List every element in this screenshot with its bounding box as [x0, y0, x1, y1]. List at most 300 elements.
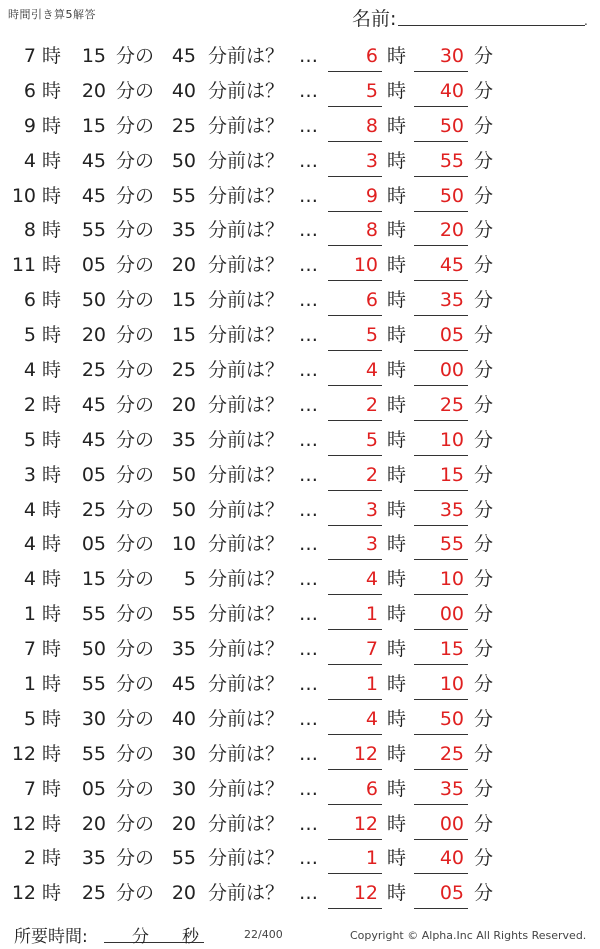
answer-hour[interactable]: 1 — [365, 673, 378, 696]
minute-of-label: 分の — [116, 114, 155, 137]
problem-start-minute: 05 — [81, 254, 106, 277]
answer-minute[interactable]: 55 — [439, 533, 464, 556]
problem-row — [0, 493, 600, 528]
answer-minute[interactable]: 50 — [439, 114, 464, 137]
ellipsis: … — [299, 79, 318, 102]
problem-start-hour: 4 — [23, 359, 36, 382]
answer-hour-unit-label: 時 — [387, 114, 407, 137]
minute-of-label: 分の — [116, 149, 155, 172]
problem-start-hour: 6 — [23, 289, 36, 312]
minute-of-label: 分の — [116, 812, 155, 835]
answer-minute-unit-label: 分 — [474, 219, 494, 242]
answer-minute-underline — [414, 455, 468, 456]
answer-hour[interactable]: 2 — [365, 463, 378, 486]
problem-start-hour: 12 — [11, 742, 36, 765]
problem-row — [0, 667, 600, 702]
answer-hour[interactable]: 1 — [365, 603, 378, 626]
problem-start-hour: 10 — [11, 184, 36, 207]
answer-hour[interactable]: 12 — [353, 742, 378, 765]
answer-hour[interactable]: 1 — [365, 847, 378, 870]
answer-hour[interactable]: 4 — [365, 568, 378, 591]
problem-start-hour: 1 — [23, 673, 36, 696]
problem-start-hour: 12 — [11, 882, 36, 905]
minutes-before-question: 分前は？ — [208, 428, 285, 451]
minute-of-label: 分の — [116, 289, 155, 312]
problem-subtract-minutes: 20 — [171, 393, 196, 416]
ellipsis: … — [299, 742, 318, 765]
answer-hour-underline — [328, 525, 382, 526]
answer-minute-underline — [414, 664, 468, 665]
problem-subtract-minutes: 45 — [171, 673, 196, 696]
problem-start-minute: 20 — [81, 324, 106, 347]
problem-subtract-minutes: 45 — [171, 45, 196, 67]
problem-row — [0, 248, 600, 283]
problem-start-minute: 50 — [81, 289, 106, 312]
answer-minute[interactable]: 35 — [439, 777, 464, 800]
problem-start-minute: 05 — [81, 463, 106, 486]
minutes-before-question: 分前は？ — [208, 359, 285, 382]
minutes-before-question: 分前は？ — [208, 184, 285, 207]
answer-minute-underline — [414, 315, 468, 316]
answer-hour[interactable]: 3 — [365, 533, 378, 556]
problem-row — [0, 772, 600, 807]
answer-minute-underline — [414, 385, 468, 386]
answer-minute[interactable]: 10 — [439, 568, 464, 591]
answer-hour[interactable]: 12 — [353, 812, 378, 835]
answer-minute-underline — [414, 350, 468, 351]
answer-minute-underline — [414, 71, 468, 72]
minute-of-label: 分の — [116, 359, 155, 382]
answer-hour-underline — [328, 839, 382, 840]
minute-of-label: 分の — [116, 219, 155, 242]
minute-of-label: 分の — [116, 533, 155, 556]
answer-minute-underline — [414, 141, 468, 142]
hour-unit-label: 時 — [42, 463, 62, 486]
hour-unit-label: 時 — [42, 882, 62, 905]
answer-minute[interactable]: 45 — [439, 254, 464, 277]
problem-start-hour: 7 — [23, 45, 36, 67]
problem-subtract-minutes: 40 — [171, 79, 196, 102]
answer-minute-unit-label: 分 — [474, 254, 494, 277]
answer-minute-underline — [414, 804, 468, 805]
ellipsis: … — [299, 463, 318, 486]
minutes-before-question: 分前は？ — [208, 882, 285, 905]
problem-start-minute: 30 — [81, 707, 106, 730]
answer-minute[interactable]: 15 — [439, 463, 464, 486]
problem-start-hour: 5 — [23, 428, 36, 451]
problem-start-hour: 8 — [23, 219, 36, 242]
problem-subtract-minutes: 35 — [171, 428, 196, 451]
problem-start-minute: 25 — [81, 498, 106, 521]
answer-hour-unit-label: 時 — [387, 568, 407, 591]
answer-minute[interactable]: 40 — [439, 79, 464, 102]
answer-minute-underline — [414, 245, 468, 246]
answer-hour-unit-label: 時 — [387, 393, 407, 416]
problem-start-minute: 45 — [81, 393, 106, 416]
required-time-minutes-label: 分 — [132, 927, 149, 947]
problem-start-hour: 4 — [23, 568, 36, 591]
answer-hour-underline — [328, 699, 382, 700]
problem-subtract-minutes: 10 — [171, 533, 196, 556]
problem-subtract-minutes: 20 — [171, 882, 196, 905]
answer-minute-unit-label: 分 — [474, 428, 494, 451]
hour-unit-label: 時 — [42, 742, 62, 765]
problem-start-minute: 25 — [81, 882, 106, 905]
answer-minute[interactable]: 40 — [439, 847, 464, 870]
answer-hour[interactable]: 8 — [365, 219, 378, 242]
problem-row — [0, 737, 600, 772]
answer-hour[interactable]: 4 — [365, 359, 378, 382]
minute-of-label: 分の — [116, 184, 155, 207]
answer-hour-underline — [328, 455, 382, 456]
answer-hour-unit-label: 時 — [387, 673, 407, 696]
problem-start-hour: 2 — [23, 847, 36, 870]
answer-minute-unit-label: 分 — [474, 498, 494, 521]
problem-row — [0, 39, 600, 74]
answer-hour[interactable]: 3 — [365, 498, 378, 521]
hour-unit-label: 時 — [42, 393, 62, 416]
problem-start-minute: 15 — [81, 45, 106, 67]
problem-subtract-minutes: 50 — [171, 498, 196, 521]
answer-hour-underline — [328, 106, 382, 107]
answer-minute[interactable]: 25 — [439, 742, 464, 765]
answer-hour-unit-label: 時 — [387, 812, 407, 835]
minute-of-label: 分の — [116, 45, 155, 67]
answer-hour[interactable]: 6 — [365, 45, 378, 67]
answer-hour[interactable]: 7 — [365, 638, 378, 661]
problem-subtract-minutes: 55 — [171, 603, 196, 626]
problem-row — [0, 318, 600, 353]
hour-unit-label: 時 — [42, 184, 62, 207]
answer-minute-underline — [414, 559, 468, 560]
problem-start-hour: 7 — [23, 638, 36, 661]
answer-hour-underline — [328, 245, 382, 246]
problem-start-minute: 15 — [81, 114, 106, 137]
minutes-before-question: 分前は？ — [208, 463, 285, 486]
problem-row — [0, 74, 600, 109]
ellipsis: … — [299, 254, 318, 277]
answer-minute[interactable]: 05 — [439, 882, 464, 905]
ellipsis: … — [299, 184, 318, 207]
answer-minute[interactable]: 10 — [439, 673, 464, 696]
problem-row — [0, 876, 600, 911]
hour-unit-label: 時 — [42, 254, 62, 277]
problem-start-hour: 4 — [23, 149, 36, 172]
problem-row — [0, 702, 600, 737]
problem-start-hour: 6 — [23, 79, 36, 102]
hour-unit-label: 時 — [42, 603, 62, 626]
problem-row — [0, 213, 600, 248]
answer-hour-unit-label: 時 — [387, 882, 407, 905]
ellipsis: … — [299, 638, 318, 661]
hour-unit-label: 時 — [42, 428, 62, 451]
answer-hour-unit-label: 時 — [387, 638, 407, 661]
answer-minute-underline — [414, 734, 468, 735]
problem-start-hour: 9 — [23, 114, 36, 137]
problem-start-hour: 12 — [11, 812, 36, 835]
ellipsis: … — [299, 568, 318, 591]
hour-unit-label: 時 — [42, 79, 62, 102]
answer-minute[interactable]: 35 — [439, 498, 464, 521]
answer-minute-unit-label: 分 — [474, 45, 494, 67]
answer-minute[interactable]: 50 — [439, 184, 464, 207]
answer-hour-unit-label: 時 — [387, 45, 407, 67]
answer-minute-underline — [414, 629, 468, 630]
answer-minute[interactable]: 25 — [439, 393, 464, 416]
ellipsis: … — [299, 847, 318, 870]
answer-hour-underline — [328, 908, 382, 909]
answer-minute-unit-label: 分 — [474, 638, 494, 661]
minutes-before-question: 分前は？ — [208, 568, 285, 591]
answer-minute-unit-label: 分 — [474, 184, 494, 207]
answer-minute-unit-label: 分 — [474, 847, 494, 870]
problem-start-minute: 50 — [81, 638, 106, 661]
answer-hour-underline — [328, 176, 382, 177]
answer-minute-underline — [414, 769, 468, 770]
answer-hour-unit-label: 時 — [387, 533, 407, 556]
problem-row — [0, 179, 600, 214]
problem-start-minute: 45 — [81, 428, 106, 451]
problem-start-minute: 25 — [81, 359, 106, 382]
answer-hour-unit-label: 時 — [387, 149, 407, 172]
minute-of-label: 分の — [116, 498, 155, 521]
problem-subtract-minutes: 55 — [171, 184, 196, 207]
problem-start-minute: 55 — [81, 603, 106, 626]
problem-row — [0, 527, 600, 562]
answer-minute-unit-label: 分 — [474, 393, 494, 416]
problem-subtract-minutes: 35 — [171, 638, 196, 661]
answer-minute-underline — [414, 106, 468, 107]
answer-hour[interactable]: 2 — [365, 393, 378, 416]
answer-minute-unit-label: 分 — [474, 359, 494, 382]
ellipsis: … — [299, 498, 318, 521]
problem-start-hour: 3 — [23, 463, 36, 486]
ellipsis: … — [299, 812, 318, 835]
answer-hour[interactable]: 4 — [365, 707, 378, 730]
minutes-before-question: 分前は？ — [208, 45, 285, 67]
answer-minute-underline — [414, 699, 468, 700]
worksheet-title: 時間引き算5解答 — [8, 8, 96, 21]
problem-start-minute: 45 — [81, 149, 106, 172]
problem-start-hour: 5 — [23, 707, 36, 730]
answer-hour-unit-label: 時 — [387, 79, 407, 102]
answer-minute[interactable]: 05 — [439, 324, 464, 347]
answer-hour-unit-label: 時 — [387, 324, 407, 347]
answer-minute-unit-label: 分 — [474, 533, 494, 556]
minutes-before-question: 分前は？ — [208, 742, 285, 765]
answer-minute-unit-label: 分 — [474, 603, 494, 626]
ellipsis: … — [299, 289, 318, 312]
answer-hour-underline — [328, 490, 382, 491]
minute-of-label: 分の — [116, 79, 155, 102]
ellipsis: … — [299, 673, 318, 696]
answer-hour[interactable]: 6 — [365, 777, 378, 800]
problem-subtract-minutes: 50 — [171, 463, 196, 486]
answer-minute-underline — [414, 525, 468, 526]
problem-subtract-minutes: 15 — [171, 289, 196, 312]
problem-subtract-minutes: 35 — [171, 219, 196, 242]
answer-hour-underline — [328, 280, 382, 281]
answer-hour-unit-label: 時 — [387, 184, 407, 207]
answer-hour-unit-label: 時 — [387, 707, 407, 730]
minute-of-label: 分の — [116, 428, 155, 451]
answer-hour-unit-label: 時 — [387, 428, 407, 451]
problem-subtract-minutes: 40 — [171, 707, 196, 730]
problem-subtract-minutes: 25 — [171, 359, 196, 382]
answer-minute-unit-label: 分 — [474, 812, 494, 835]
answer-minute-underline — [414, 839, 468, 840]
hour-unit-label: 時 — [42, 812, 62, 835]
answer-hour[interactable]: 8 — [365, 114, 378, 137]
problem-start-minute: 20 — [81, 79, 106, 102]
ellipsis: … — [299, 45, 318, 67]
minutes-before-question: 分前は？ — [208, 289, 285, 312]
answer-minute-unit-label: 分 — [474, 742, 494, 765]
problem-start-minute: 35 — [81, 847, 106, 870]
minutes-before-question: 分前は？ — [208, 114, 285, 137]
answer-hour-underline — [328, 873, 382, 874]
problem-start-hour: 4 — [23, 498, 36, 521]
answer-hour-unit-label: 時 — [387, 463, 407, 486]
minutes-before-question: 分前は？ — [208, 219, 285, 242]
answer-hour-unit-label: 時 — [387, 289, 407, 312]
answer-hour-underline — [328, 420, 382, 421]
answer-minute[interactable]: 20 — [439, 219, 464, 242]
ellipsis: … — [299, 149, 318, 172]
ellipsis: … — [299, 359, 318, 382]
answer-minute-unit-label: 分 — [474, 324, 494, 347]
answer-hour[interactable]: 10 — [353, 254, 378, 277]
page-number: 22/400 — [244, 928, 283, 941]
minutes-before-question: 分前は？ — [208, 707, 285, 730]
answer-hour[interactable]: 5 — [365, 79, 378, 102]
required-time-seconds-label: 秒 — [182, 927, 199, 947]
answer-minute[interactable]: 30 — [439, 45, 464, 67]
minute-of-label: 分の — [116, 777, 155, 800]
minute-of-label: 分の — [116, 673, 155, 696]
answer-minute[interactable]: 00 — [439, 812, 464, 835]
answer-hour-unit-label: 時 — [387, 254, 407, 277]
answer-minute[interactable]: 50 — [439, 707, 464, 730]
problem-subtract-minutes: 20 — [171, 254, 196, 277]
answer-minute-underline — [414, 490, 468, 491]
minute-of-label: 分の — [116, 882, 155, 905]
minutes-before-question: 分前は？ — [208, 847, 285, 870]
problem-row — [0, 632, 600, 667]
answer-hour-unit-label: 時 — [387, 498, 407, 521]
problem-subtract-minutes: 15 — [171, 324, 196, 347]
problem-row — [0, 109, 600, 144]
answer-hour-underline — [328, 559, 382, 560]
hour-unit-label: 時 — [42, 533, 62, 556]
answer-minute-unit-label: 分 — [474, 114, 494, 137]
problem-start-minute: 05 — [81, 533, 106, 556]
answer-minute[interactable]: 35 — [439, 289, 464, 312]
minute-of-label: 分の — [116, 568, 155, 591]
answer-minute[interactable]: 55 — [439, 149, 464, 172]
hour-unit-label: 時 — [42, 638, 62, 661]
answer-hour-unit-label: 時 — [387, 603, 407, 626]
answer-minute[interactable]: 15 — [439, 638, 464, 661]
copyright-notice: Copyright © Alpha.Inc All Rights Reserved. — [350, 929, 587, 942]
hour-unit-label: 時 — [42, 359, 62, 382]
answer-hour-underline — [328, 769, 382, 770]
problem-start-minute: 55 — [81, 219, 106, 242]
problem-start-minute: 55 — [81, 673, 106, 696]
problem-subtract-minutes: 5 — [183, 568, 196, 591]
minute-of-label: 分の — [116, 324, 155, 347]
hour-unit-label: 時 — [42, 45, 62, 67]
answer-hour-underline — [328, 350, 382, 351]
answer-minute-unit-label: 分 — [474, 882, 494, 905]
hour-unit-label: 時 — [42, 289, 62, 312]
answer-minute-underline — [414, 211, 468, 212]
hour-unit-label: 時 — [42, 219, 62, 242]
answer-hour[interactable]: 3 — [365, 149, 378, 172]
minute-of-label: 分の — [116, 707, 155, 730]
name-input-line[interactable] — [398, 25, 585, 26]
answer-hour-underline — [328, 315, 382, 316]
answer-hour-underline — [328, 71, 382, 72]
hour-unit-label: 時 — [42, 673, 62, 696]
minutes-before-question: 分前は？ — [208, 324, 285, 347]
hour-unit-label: 時 — [42, 498, 62, 521]
answer-minute-underline — [414, 873, 468, 874]
answer-minute-unit-label: 分 — [474, 707, 494, 730]
answer-hour[interactable]: 9 — [365, 184, 378, 207]
answer-hour[interactable]: 5 — [365, 428, 378, 451]
hour-unit-label: 時 — [42, 114, 62, 137]
problem-start-minute: 45 — [81, 184, 106, 207]
minutes-before-question: 分前は？ — [208, 638, 285, 661]
answer-minute-underline — [414, 420, 468, 421]
answer-hour-unit-label: 時 — [387, 219, 407, 242]
name-label: 名前: — [352, 8, 397, 30]
minute-of-label: 分の — [116, 847, 155, 870]
answer-minute[interactable]: 00 — [439, 359, 464, 382]
answer-minute-underline — [414, 594, 468, 595]
answer-minute[interactable]: 10 — [439, 428, 464, 451]
problem-row — [0, 283, 600, 318]
answer-minute-unit-label: 分 — [474, 79, 494, 102]
problem-row — [0, 388, 600, 423]
minutes-before-question: 分前は？ — [208, 603, 285, 626]
problem-subtract-minutes: 55 — [171, 847, 196, 870]
problem-subtract-minutes: 30 — [171, 742, 196, 765]
answer-minute-unit-label: 分 — [474, 777, 494, 800]
problem-start-hour: 4 — [23, 533, 36, 556]
name-line-dot: . — [584, 14, 588, 28]
problem-subtract-minutes: 25 — [171, 114, 196, 137]
problem-row — [0, 144, 600, 179]
ellipsis: … — [299, 533, 318, 556]
answer-minute-underline — [414, 908, 468, 909]
ellipsis: … — [299, 114, 318, 137]
answer-minute[interactable]: 00 — [439, 603, 464, 626]
answer-hour-underline — [328, 664, 382, 665]
answer-hour[interactable]: 6 — [365, 289, 378, 312]
ellipsis: … — [299, 603, 318, 626]
answer-hour[interactable]: 5 — [365, 324, 378, 347]
minutes-before-question: 分前は？ — [208, 777, 285, 800]
minutes-before-question: 分前は？ — [208, 673, 285, 696]
answer-hour-underline — [328, 734, 382, 735]
hour-unit-label: 時 — [42, 847, 62, 870]
problem-start-minute: 55 — [81, 742, 106, 765]
answer-hour-underline — [328, 804, 382, 805]
problem-row — [0, 353, 600, 388]
answer-hour[interactable]: 12 — [353, 882, 378, 905]
